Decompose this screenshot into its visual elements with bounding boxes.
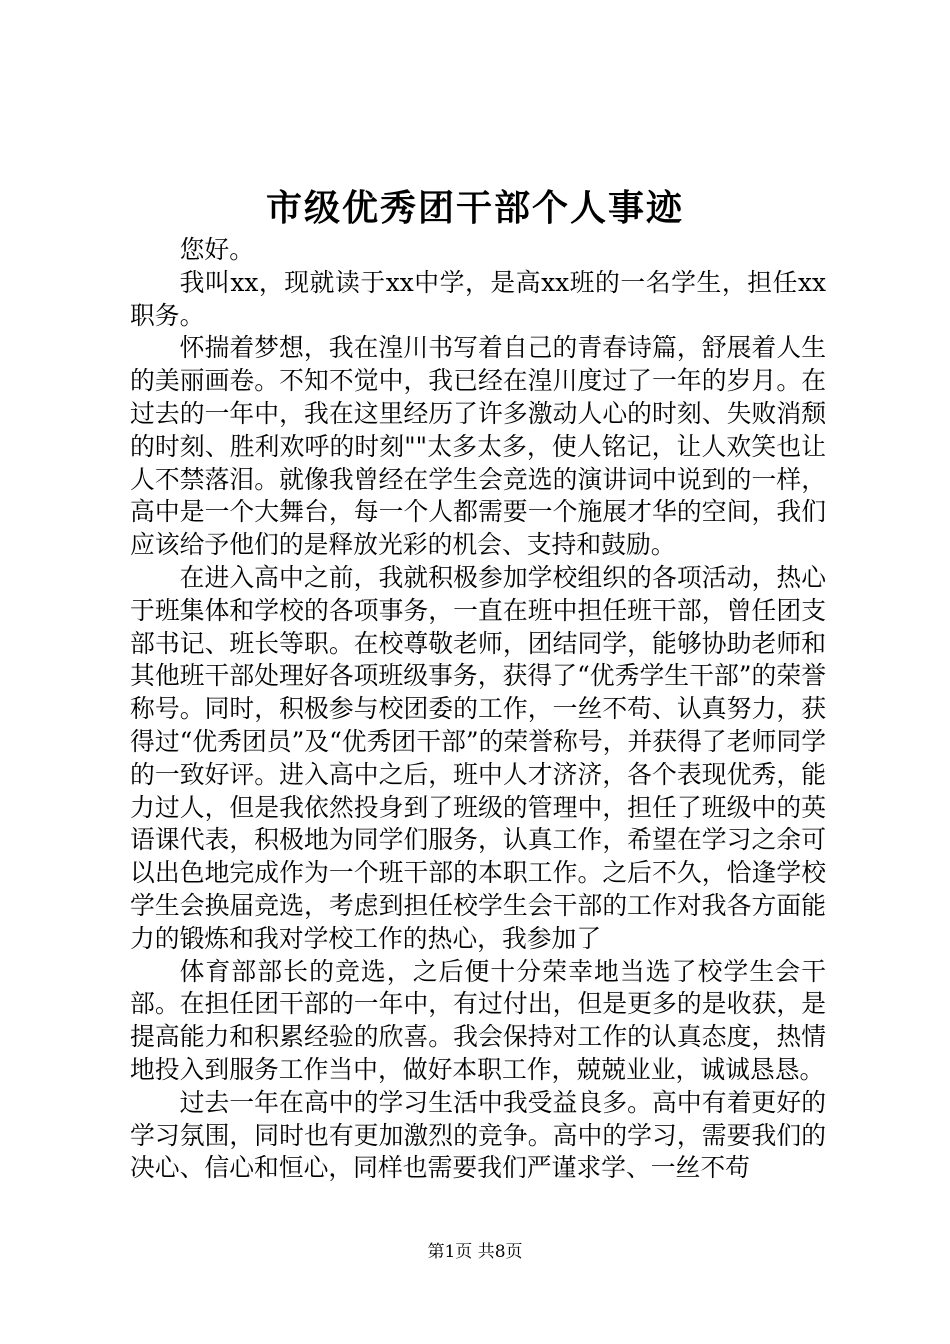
document-title: 市级优秀团干部个人事迹 xyxy=(265,187,684,229)
paragraph: 您好。 xyxy=(179,235,254,264)
page-footer: 第1页 共8页 xyxy=(427,1242,523,1262)
paragraph: 我叫xx，现就读于xx中学，是高xx班的一名学生，担任xx职务。 xyxy=(130,267,826,330)
paragraph: 体育部部长的竞选，之后便十分荣幸地当选了校学生会干部。在担任团干部的一年中，有过付出，但是更多的是收获，是提高能力和积累经验的欣喜。我会保持对工作的认真态度，热情地投入到服务工作当中，做好本职工作，兢兢业业，诚诚恳恳。 xyxy=(130,956,826,1084)
paragraph: 过去一年在高中的学习生活中我受益良多。高中有着更好的学习氛围，同时也有更加激烈的竞争。高中的学习，需要我们的决心、信心和恒心，同样也需要我们严谨求学、一丝不苟 xyxy=(130,1087,826,1183)
document-body xyxy=(130,234,826,1185)
paragraph: 怀揣着梦想，我在湟川书写着自己的青春诗篇，舒展着人生的美丽画卷。不知不觉中，我已经在湟川度过了一年的岁月。在过去的一年中，我在这里经历了许多激动人心的时刻、失败消颓的时刻、胜利欢呼的时刻""太多太多，使人铭记，让人欢笑也让人不禁落泪。就像我曾经在学生会竞选的演讲词中说到的一样，高中是一个大舞台，每一个人都需要一个施展才华的空间，我们应该给予他们的是释放光彩的机会、支持和鼓励。 xyxy=(130,333,826,560)
paragraph: 在进入高中之前，我就积极参加学校组织的各项活动，热心于班集体和学校的各项事务，一直在班中担任班干部，曾任团支部书记、班长等职。在校尊敬老师，团结同学，能够协助老师和其他班干部处理好各项班级事务，获得了“优秀学生干部”的荣誉称号。同时，积极参与校团委的工作，一丝不苟、认真努力，获得过“优秀团员”及“优秀团干部”的荣誉称号，并获得了老师同学的一致好评。进入高中之后，班中人才济济，各个表现优秀，能力过人，但是我依然投身到了班级的管理中，担任了班级中的英语课代表，积极地为同学们服务，认真工作，希望在学习之余可以出色地完成作为一个班干部的本职工作。之后不久，恰逢学校学生会换届竞选，考虑到担任校学生会干部的工作对我各方面能力的锻炼和我对学校工作的热心，我参加了 xyxy=(130,562,826,953)
